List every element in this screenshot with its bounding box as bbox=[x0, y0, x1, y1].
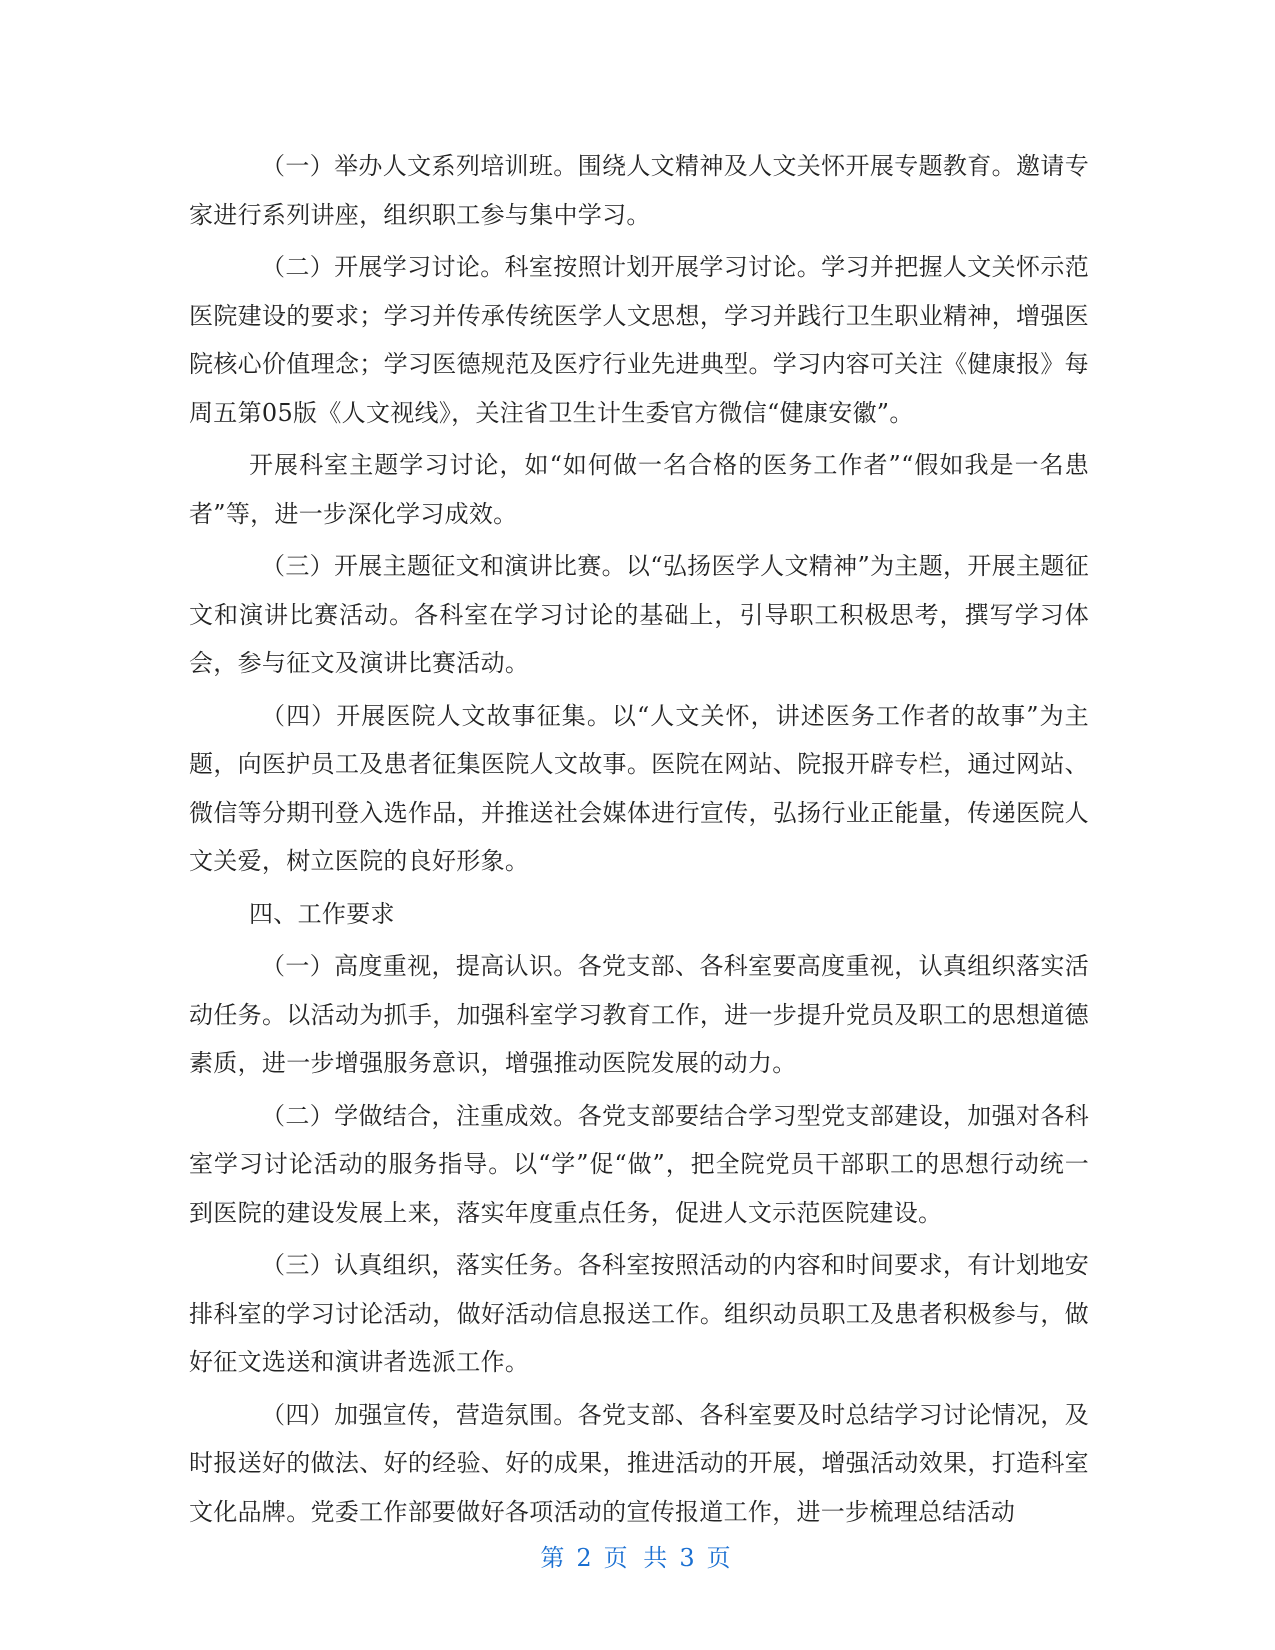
paragraph-theme-discussion: 开展科室主题学习讨论，如“如何做一名合格的医务工作者”“假如我是一名患者”等，进一步深化学习成效。 bbox=[189, 451, 1089, 528]
paragraph-attach-importance: （一）高度重视，提高认识。各党支部、各科室要高度重视，认真组织落实活动任务。以活动为抓手，加强科室学习教育工作，进一步提升党员及职工的思想道德素质，进一步增强服务意识，增强推动医院发展的动力。 bbox=[189, 952, 1089, 1077]
page-middle-text: 页 共 bbox=[603, 1544, 672, 1572]
section-heading-work-requirements: 四、工作要求 bbox=[249, 899, 395, 928]
paragraph-publicity: （四）加强宣传，营造氛围。各党支部、各科室要及时总结学习讨论情况，及时报送好的做法、好的经验、好的成果，推进活动的开展，增强活动效果，打造科室文化品牌。党委工作部要做好各项活动的宣传报道工作，进一步梳理总结活动 bbox=[189, 1400, 1089, 1526]
paragraph-essay-speech: （三）开展主题征文和演讲比赛。以“弘扬医学人文精神”为主题，开展主题征文和演讲比赛活动。各科室在学习讨论的基础上，引导职工积极思考，撰写学习体会，参与征文及演讲比赛活动。 bbox=[189, 552, 1089, 677]
page-suffix: 页 bbox=[706, 1544, 735, 1572]
paragraph-training-class: （一）举办人文系列培训班。围绕人文精神及人文关怀开展专题教育。邀请专家进行系列讲座，组织职工参与集中学习。 bbox=[189, 152, 1089, 229]
paragraph-organize-tasks: （三）认真组织，落实任务。各科室按照活动的内容和时间要求，有计划地安排科室的学习讨论活动，做好活动信息报送工作。组织动员职工及患者积极参与，做好征文选送和演讲者选派工作。 bbox=[189, 1251, 1089, 1376]
paragraph-learning-doing: （二）学做结合，注重成效。各党支部要结合学习型党支部建设，加强对各科室学习讨论活动的服务指导。以“学”促“做”，把全院党员干部职工的思想行动统一到医院的建设发展上来，落实年度重点任务，促进人文示范医院建设。 bbox=[189, 1101, 1089, 1227]
paragraph-study-discussion: （二）开展学习讨论。科室按照计划开展学习讨论。学习并把握人文关怀示范医院建设的要求；学习并传承传统医学人文思想，学习并践行卫生职业精神，增强医院核心价值理念；学习医德规范及医疗行业先进典型。学习内容可关注《健康报》每周五第05版《人文视线》，关注省卫生计生委官方微信“健康安徽”。 bbox=[189, 253, 1089, 427]
current-page-number: 2 bbox=[576, 1544, 596, 1572]
document-body bbox=[189, 142, 1089, 1540]
paragraph-story-collection: （四）开展医院人文故事征集。以“人文关怀，讲述医务工作者的故事”为主题，向医护员工及患者征集医院人文故事。医院在网站、院报开辟专栏，通过网站、微信等分期刊登入选作品，并推送社会媒体进行宣传，弘扬行业正能量，传递医院人文关爱，树立医院的良好形象。 bbox=[189, 701, 1089, 875]
page-number-footer bbox=[0, 1538, 1275, 1573]
total-page-number: 3 bbox=[679, 1544, 699, 1572]
page-prefix: 第 bbox=[540, 1544, 569, 1572]
